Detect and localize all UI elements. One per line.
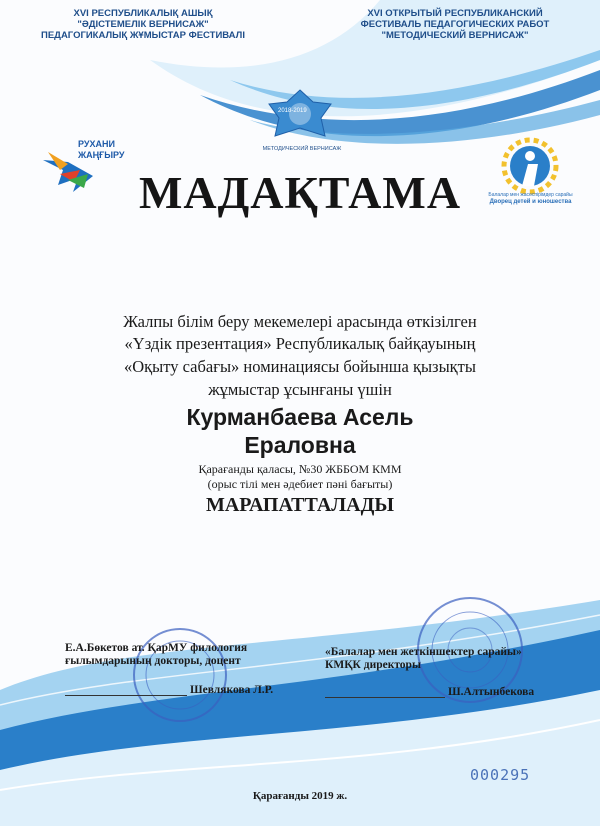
header-left-line: "ӘДІСТЕМЕЛІК ВЕРНИСАЖ": [77, 19, 209, 30]
emblem-caption: МЕТОДИЧЕСКИЙ ВЕРНИСАЖ: [262, 146, 342, 152]
signature-left-line: [65, 695, 187, 696]
header-right-line: XVI ОТКРЫТЫЙ РЕСПУБЛИКАНСКИЙ: [367, 8, 543, 19]
header-right-line: "МЕТОДИЧЕСКИЙ ВЕРНИСАЖ": [381, 30, 529, 41]
palace-caption-ru: Дворец детей и юношества: [489, 199, 572, 205]
signature-right-name: Ш.Алтынбекова: [448, 686, 535, 698]
signature-left-title-line2: ғылымдарының докторы, доцент: [65, 655, 241, 667]
award-text: МАРАПАТТАЛАДЫ: [205, 494, 395, 516]
recipient-subject: (орыс тілі мен әдебиет пәні бағыты): [207, 477, 393, 491]
signature-left-name: Шевлякова Л.Р.: [190, 684, 274, 696]
ruhani-text: РУХАНИ: [78, 139, 115, 149]
header-left-line: ПЕДАГОГИКАЛЫҚ ЖҰМЫСТАР ФЕСТИВАЛІ: [41, 30, 245, 41]
emblem-year: 2018-2019: [278, 108, 307, 114]
body-line: Жалпы білім беру мекемелері арасында өткізілген: [123, 312, 477, 331]
signature-right-title-line2: КМҚК директоры: [325, 659, 421, 671]
recipient-patronymic: Ераловна: [244, 432, 356, 458]
signature-left-title: [65, 642, 247, 668]
place-and-year: Қарағанды 2019 ж.: [252, 790, 348, 802]
body-line: «Үздік презентация» Республикалық байқауының: [124, 334, 476, 353]
body-line: «Оқыту сабағы» номинациясы бойынша қызықты: [124, 357, 476, 376]
body-line: жұмыстар ұсынғаны үшін: [208, 380, 392, 399]
header-left-line: XVI РЕСПУБЛИКАЛЫҚ АШЫҚ: [73, 8, 213, 19]
signature-left-title-line1: Е.А.Бөкетов ат. ҚарМУ филология: [65, 642, 248, 654]
serial-number: 000295: [470, 766, 531, 784]
palace-caption-kz: Балалар мен жасөспірімдер сарайы: [488, 192, 573, 198]
recipient-school: Қарағанды қаласы, №30 ЖББОМ КММ: [198, 462, 402, 476]
signature-right-title-line1: «Балалар мен жеткіншектер сарайы»: [325, 646, 522, 658]
signature-right-line: [325, 697, 445, 698]
zhangyru-text: ЖАҢҒЫРУ: [78, 150, 125, 160]
recipient-name: Курманбаева Асель: [186, 404, 414, 430]
signature-right-title: [325, 646, 522, 672]
header-right-line: ФЕСТИВАЛЬ ПЕДАГОГИЧЕСКИХ РАБОТ: [360, 19, 550, 30]
certificate-title: МАДАҚТАМА: [138, 167, 462, 218]
